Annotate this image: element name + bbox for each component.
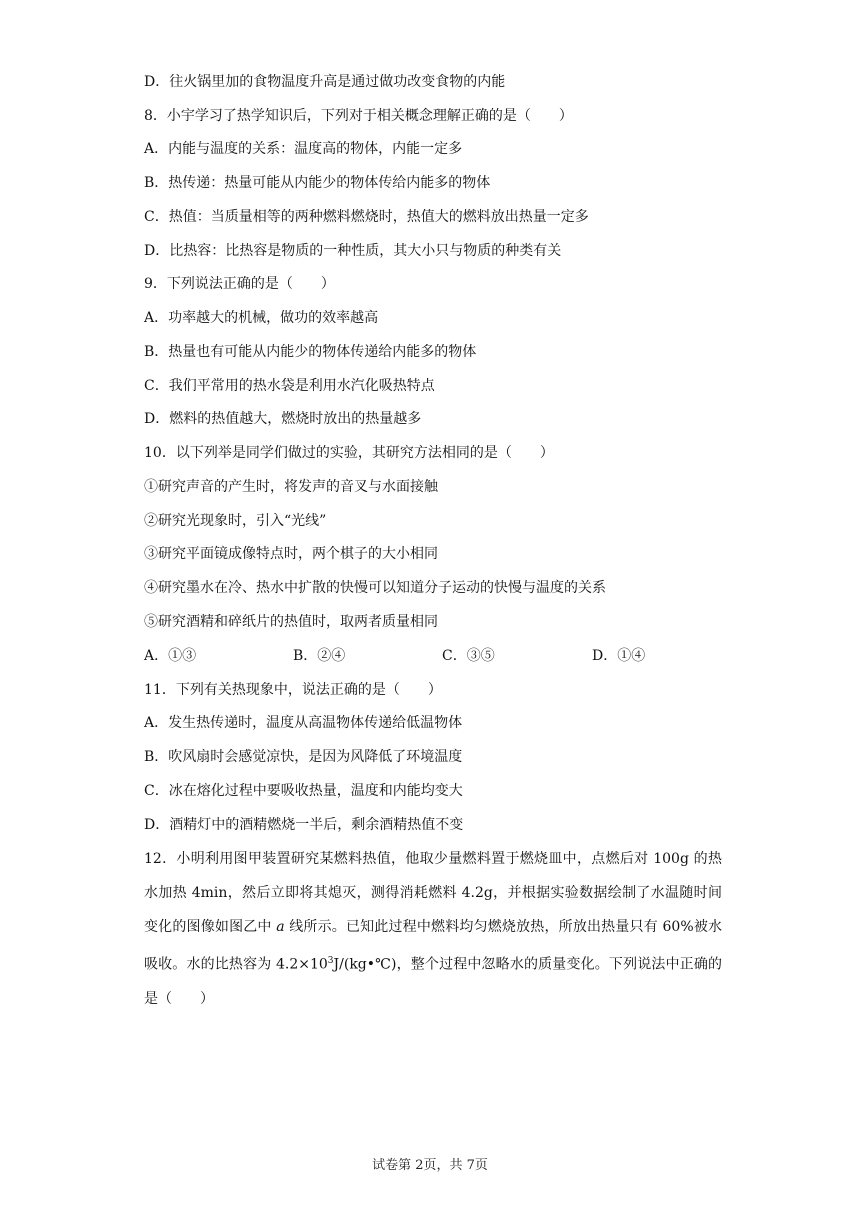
page-footer: 试卷第 2页，共 7页 [372, 1158, 488, 1173]
q11-option-b: B．吹风扇时会感觉凉快，是因为风降低了环境温度 [144, 749, 463, 765]
q8-option-d: D．比热容：比热容是物质的一种性质，其大小只与物质的种类有关 [144, 243, 562, 259]
q12-exponent: 3 [327, 956, 334, 966]
q8-stem: 8．小宇学习了热学知识后，下列对于相关概念理解正确的是（ ） [144, 108, 573, 124]
q10-stem: 10．以下列举是同学们做过的实验，其研究方法相同的是（ ） [144, 445, 554, 461]
q7-option-d: D．往火锅里加的食物温度升高是通过做功改变食物的内能 [144, 74, 506, 90]
q9-option-d: D．燃料的热值越大，燃烧时放出的热量越多 [144, 411, 422, 427]
q10-item-5: ⑤研究酒精和碎纸片的热值时，取两者质量相同 [144, 614, 438, 630]
q11-stem: 11．下列有关热现象中，说法正确的是（ ） [144, 682, 442, 698]
q12-text-1: 12．小明利用图甲装置研究某燃料热值，他取少量燃料置于燃烧皿中，点燃后对 100g 的热水加热 4min，然后立即将其熄灭，测得消耗燃料 4.2g，并根据实验数据绘制了水温随时间变化的图像如图乙中 [144, 851, 722, 935]
q11-option-a: A．发生热传递时，温度从高温物体传递给低温物体 [144, 715, 463, 731]
q8-option-a: A．内能与温度的关系：温度高的物体，内能一定多 [144, 141, 463, 157]
q10-item-3: ③研究平面镜成像特点时，两个棋子的大小相同 [144, 546, 438, 562]
q8-option-c: C．热值：当质量相等的两种燃料燃烧时，热值大的燃料放出热量一定多 [144, 209, 589, 225]
q10-option-a: A．①③ [144, 648, 197, 664]
q9-option-a: A．功率越大的机械，做功的效率越高 [144, 310, 379, 326]
q12-stem [144, 842, 722, 1016]
q10-item-2: ②研究光现象时，引入“光线” [144, 513, 327, 529]
q10-option-c: C．③⑤ [442, 648, 495, 664]
q9-option-c: C．我们平常用的热水袋是利用水汽化吸热特点 [144, 378, 435, 394]
q10-item-1: ①研究声音的产生时，将发声的音叉与水面接触 [144, 479, 438, 495]
q11-option-c: C．冰在熔化过程中要吸收热量，温度和内能均变大 [144, 783, 463, 799]
q9-option-b: B．热量也有可能从内能少的物体传递给内能多的物体 [144, 344, 477, 360]
q10-option-b: B．②④ [293, 648, 346, 664]
q12-text-2: 线所示。已知此过程中燃料均匀燃烧放热，所放出热量只有 60%被水吸收。水的比热容为 4.2×10 [144, 919, 722, 973]
q12-text-3: J/(kg•℃)，整个过程中忽略水的质量变化。下列说法中正确的是（ ） [144, 956, 722, 1007]
q8-option-b: B．热传递：热量可能从内能少的物体传给内能多的物体 [144, 175, 491, 191]
q12-line-label: a [276, 919, 285, 935]
q11-option-d: D．酒精灯中的酒精燃烧一半后，剩余酒精热值不变 [144, 817, 464, 833]
q9-stem: 9．下列说法正确的是（ ） [144, 276, 335, 292]
q10-option-d: D．①④ [592, 648, 646, 664]
q10-item-4: ④研究墨水在冷、热水中扩散的快慢可以知道分子运动的快慢与温度的关系 [144, 580, 606, 596]
